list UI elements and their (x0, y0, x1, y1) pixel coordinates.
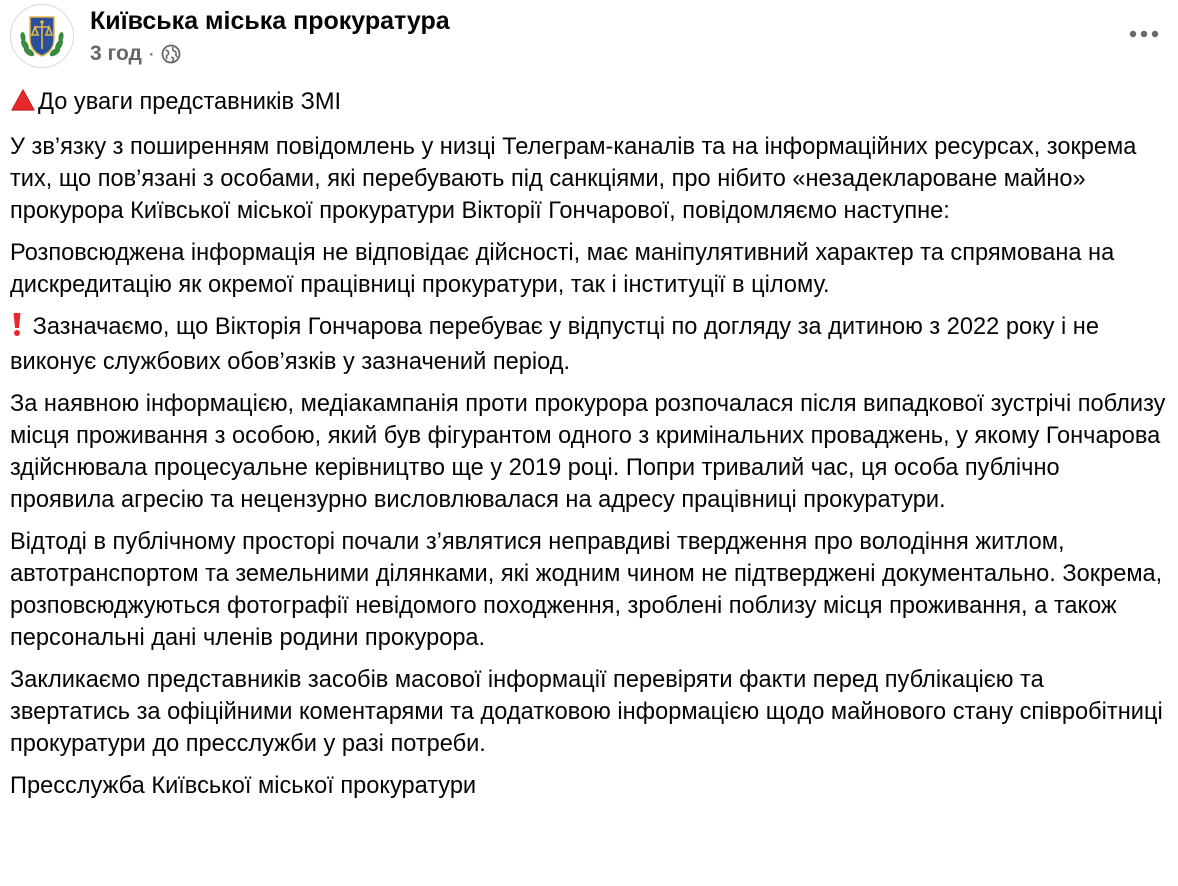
prosecutor-emblem-icon (11, 5, 73, 67)
avatar[interactable] (10, 4, 74, 68)
page-name[interactable]: Київська міська прокуратура (90, 7, 450, 35)
post-paragraph: Закликаємо представників засобів масової інформації перевіряти факти перед публікацією та звертатись за офіційними коментарями та додатковою інформацією щодо майнового стану співробітниці прокуратури до пресслужби у разі потреби. (10, 667, 1163, 757)
post-paragraph: За наявною інформацією, медіакампанія проти прокурора розпочалася після випадкової зустрічі поблизу місця проживання з особою, який був фігурантом одного з кримінальних проваджень, у якому Гончарова здійснювала процесуальне керівництво ще у 2019 році. Попри тривалий час, ця особа публічно проявила агресію та нецензурно висловлювалася на адресу працівниці прокуратури. (10, 391, 1166, 513)
globe-icon[interactable] (161, 44, 181, 64)
post-paragraph-notice (10, 311, 1170, 378)
post-header (10, 4, 1168, 72)
red-triangle-icon (10, 88, 36, 121)
more-options-button[interactable] (1124, 14, 1164, 54)
red-exclamation-icon (10, 311, 24, 346)
post-paragraph: У зв’язку з поширенням повідомлень у низці Телеграм-каналів та на інформаційних ресурсах, зокрема тих, що пов’язані з особами, які перебувають під санкціями, про нібито «незадекларoване майно» прокурора Київської міської прокуратури Вікторії Гончарової, повідомляємо наступне: (10, 134, 1137, 224)
post-paragraph: Відтоді в публічному просторі почали з’являтися неправдиві твердження про володіння житлом, автотранспортом та земельними ділянками, які жодним чином не підтверджені документально. Зокрема, розповсюджуються фотографії невідомого походження, зроблені поблизу місця проживання, а також персональні дані членів родини прокурора. (10, 529, 1163, 651)
post-heading: До уваги представників ЗМІ (38, 89, 342, 115)
post-timestamp[interactable]: 3 год (90, 42, 142, 65)
post-paragraph: Зазначаємо, що Вікторія Гончарова перебуває у відпустці по догляду за дитиною з 2022 року і не виконує службових обов’язків у зазначений період. (10, 314, 1099, 375)
post-signature: Пресслужба Київської міської прокуратури (10, 773, 477, 799)
meta-separator: · (147, 42, 155, 65)
post-meta (90, 40, 181, 68)
post-paragraph: Розповсюджена інформація не відповідає дійсності, має маніпулятивний характер та спрямована на дискредитацію як окремої працівниці прокуратури, так і інституції в цілому. (10, 240, 1115, 298)
more-options-icon (1129, 30, 1159, 38)
post-heading-line (10, 86, 1170, 121)
post-body (10, 86, 1170, 812)
